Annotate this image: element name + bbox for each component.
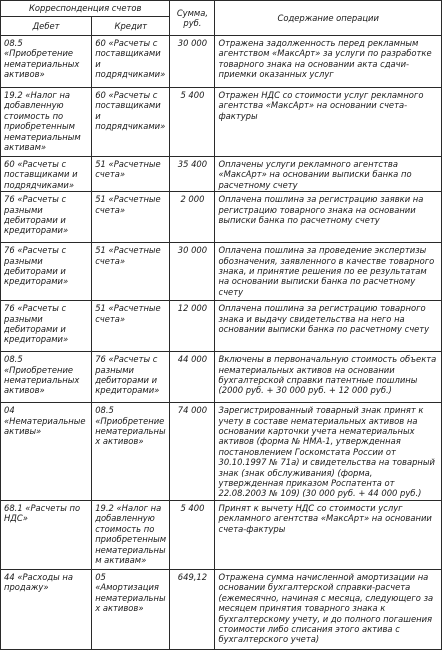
header-debit: Дебет (1, 17, 92, 36)
cell-description: Зарегистрированный товарный знак принят к учету в составе нематериальных активов на основании карточки учета нематериальных активов (форма № НМА-1, утвержденная постановлением Госкомстата России от 30.10.1997 № 71а) и свидетельства на товарный знак (знак обслуживания) (форма, утвержденная приказом Роспатента от 22.08.2003 № 109) (30 000 руб. + 44 000 руб.) (215, 403, 442, 501)
cell-description: Оплачена пошлина за регистрацию заявки на регистрацию товарного знака на основании выписки банка по расчетному счету (215, 192, 442, 243)
cell-description: Оплачена пошлина за проведение экспертизы обозначения, заявленного в качестве товарного знака, и принятие решения по ее результатам на основании выписки банка по расчетному счету (215, 243, 442, 301)
cell-debit: 60 «Расчеты с поставщиками и подрядчиками» (1, 157, 92, 192)
cell-debit: 04 «Нематериальные активы» (1, 403, 92, 501)
cell-sum: 5 400 (170, 88, 215, 157)
cell-credit: 51 «Расчетные счета» (92, 243, 170, 301)
cell-debit: 08.5 «Приобретение нематериальных активов» (1, 352, 92, 403)
cell-sum: 44 000 (170, 352, 215, 403)
cell-debit: 19.2 «Налог на добавленную стоимость по приобретенным нематериальным активам» (1, 88, 92, 157)
header-credit: Кредит (92, 17, 170, 36)
table-row (1, 569, 442, 649)
cell-credit: 05 «Амортизация нематериальных активов» (92, 569, 170, 649)
cell-credit: 60 «Расчеты с поставщиками и подрядчиками» (92, 88, 170, 157)
cell-sum: 649,12 (170, 569, 215, 649)
cell-description: Оплачены услуги рекламного агентства «МаксАрт» на основании выписки банка по расчетному счету (215, 157, 442, 192)
cell-sum: 74 000 (170, 403, 215, 501)
header-correspondence: Корреспонденция счетов (1, 1, 170, 17)
cell-credit: 19.2 «Налог на добавленную стоимость по приобретенным нематериальным активам» (92, 500, 170, 569)
header-content: Содержание операции (215, 1, 442, 36)
cell-sum: 2 000 (170, 192, 215, 243)
table-row (1, 352, 442, 403)
cell-debit: 76 «Расчеты с разными дебиторами и кредиторами» (1, 192, 92, 243)
cell-credit: 76 «Расчеты с разными дебиторами и кредиторами» (92, 352, 170, 403)
cell-debit: 76 «Расчеты с разными дебиторами и кредиторами» (1, 301, 92, 352)
cell-description: Отражена сумма начисленной амортизации на основании бухгалтерской справки-расчета (ежемесячно, начиная с месяца, следующего за месяцем принятия товарного знака к бухгалтерскому учету, и до полного погашения стоимости либо списания этого актива с бухгалтерского учета) (215, 569, 442, 649)
header-row (1, 1, 442, 17)
table-row (1, 36, 442, 88)
table-row (1, 243, 442, 301)
cell-description: Включены в первоначальную стоимость объекта нематериальных активов на основании бухгалтерской справки патентные пошлины (2000 руб. + 30 000 руб. + 12 000 руб.) (215, 352, 442, 403)
cell-credit: 60 «Расчеты с поставщиками и подрядчиками» (92, 36, 170, 88)
table-row (1, 500, 442, 569)
cell-debit: 44 «Расходы на продажу» (1, 569, 92, 649)
cell-description: Принят к вычету НДС со стоимости услуг рекламного агентства «МаксАрт» на основании счета-фактуры (215, 500, 442, 569)
cell-description: Отражен НДС со стоимости услуг рекламного агентства «МаксАрт» на основании счета-фактуры (215, 88, 442, 157)
table-row (1, 192, 442, 243)
cell-credit: 08.5 «Приобретение нематериальных активов» (92, 403, 170, 501)
table-row (1, 88, 442, 157)
cell-credit: 51 «Расчетные счета» (92, 192, 170, 243)
table-row (1, 157, 442, 192)
cell-sum: 30 000 (170, 36, 215, 88)
cell-debit: 08.5 «Приобретение нематериальных активов» (1, 36, 92, 88)
cell-sum: 35 400 (170, 157, 215, 192)
cell-sum: 12 000 (170, 301, 215, 352)
cell-sum: 30 000 (170, 243, 215, 301)
cell-debit: 76 «Расчеты с разными дебиторами и кредиторами» (1, 243, 92, 301)
table-row (1, 403, 442, 501)
table-row (1, 301, 442, 352)
header-sum: Сумма, руб. (170, 1, 215, 36)
cell-description: Отражена задолженность перед рекламным агентством «МаксАрт» за услуги по разработке товарного знака на основании акта сдачи-приемки оказанных услуг (215, 36, 442, 88)
cell-credit: 51 «Расчетные счета» (92, 301, 170, 352)
cell-sum: 5 400 (170, 500, 215, 569)
cell-description: Оплачена пошлина за регистрацию товарного знака и выдачу свидетельства на него на основании выписки банка по расчетному счету (215, 301, 442, 352)
cell-debit: 68.1 «Расчеты по НДС» (1, 500, 92, 569)
cell-credit: 51 «Расчетные счета» (92, 157, 170, 192)
